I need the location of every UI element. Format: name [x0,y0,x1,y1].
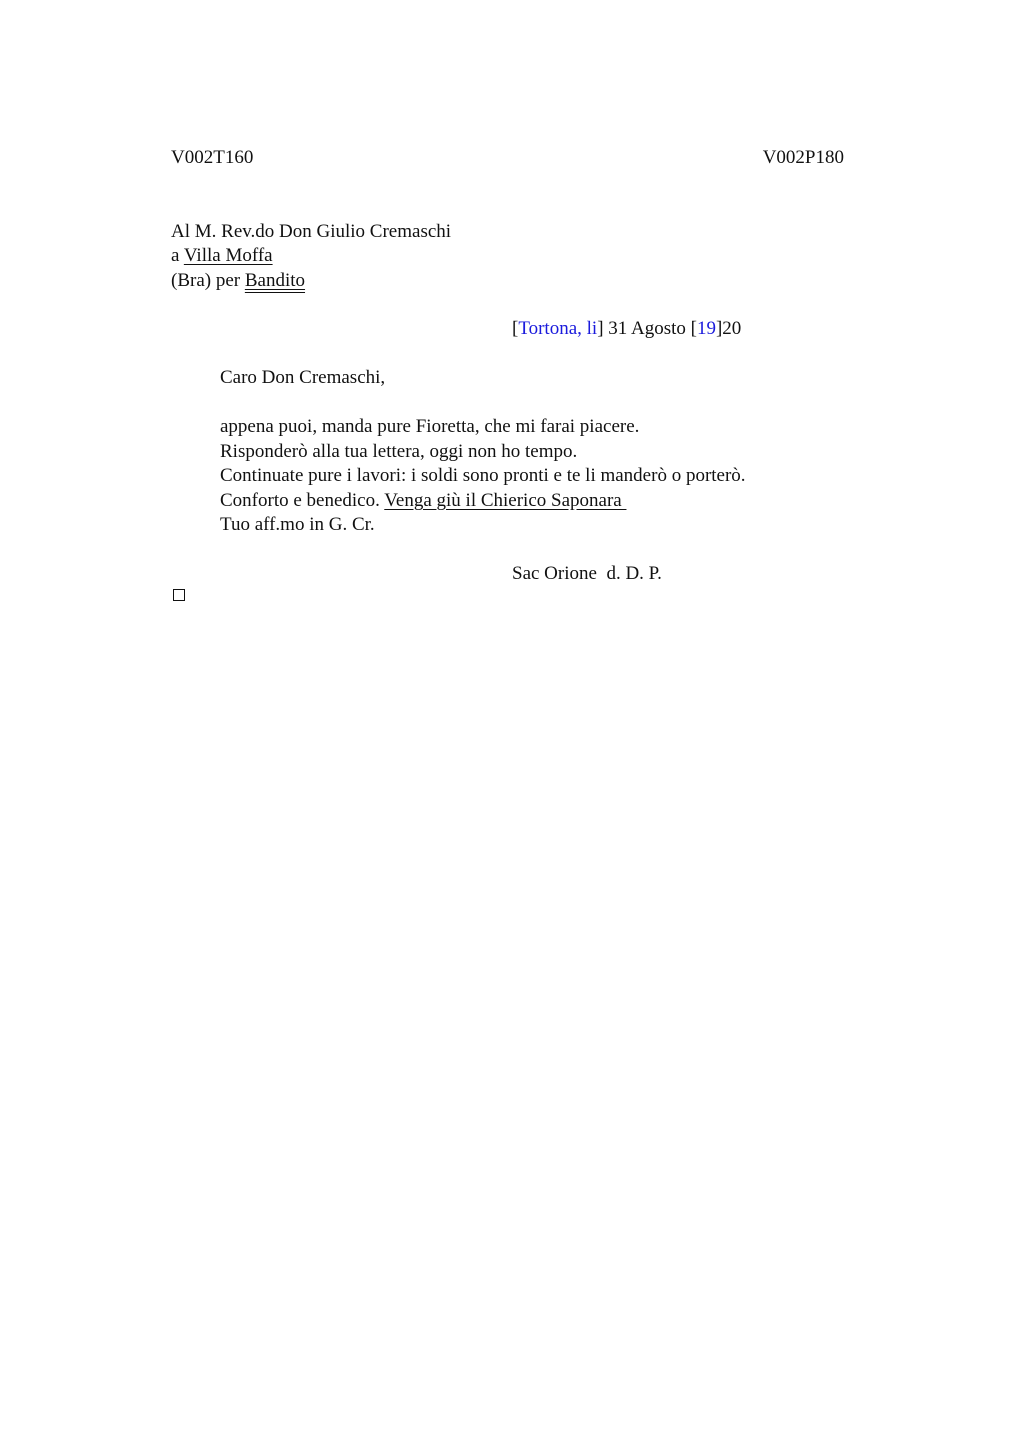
dateline-date: ] 31 Agosto [ [597,318,697,339]
address-line-villa [171,244,273,268]
address-villa-moffa: Villa Moffa [183,245,273,266]
dateline [512,317,741,341]
document-code-right: V002P180 [762,147,844,168]
address-line-bandito [171,269,305,293]
dateline-place: Tortona, li [518,318,598,339]
address-recipient: Al M. Rev.do Don Giulio Cremaschi [171,221,452,242]
signature: Sac Orione d. D. P. [512,563,662,584]
checkbox-square-icon [173,589,185,601]
body-line-3: Continuate pure i lavori: i soldi sono pronti e te li manderò o porterò. [220,465,746,486]
body-line-1: appena puoi, manda pure Fioretta, che mi farai piacere. [220,416,640,437]
address-prefix-a: a [171,245,184,266]
closing-line: Tuo aff.mo in G. Cr. [220,514,375,535]
dateline-year-end: ]20 [715,318,742,339]
address-bandito: Bandito [244,270,306,291]
body-line-2: Risponderò alla tua lettera, oggi non ho tempo. [220,441,578,462]
address-prefix-bra: (Bra) per [171,270,245,291]
dateline-century: 19 [696,318,716,339]
salutation: Caro Don Cremaschi, [220,367,386,388]
body-line-4-text: Conforto e benedico. [220,490,385,511]
dateline-bracket-open: [ [512,318,519,339]
document-code-left: V002T160 [171,147,254,168]
body-line-4 [220,489,626,513]
body-line-4-underlined: Venga giù il Chierico Saponara [384,490,627,511]
